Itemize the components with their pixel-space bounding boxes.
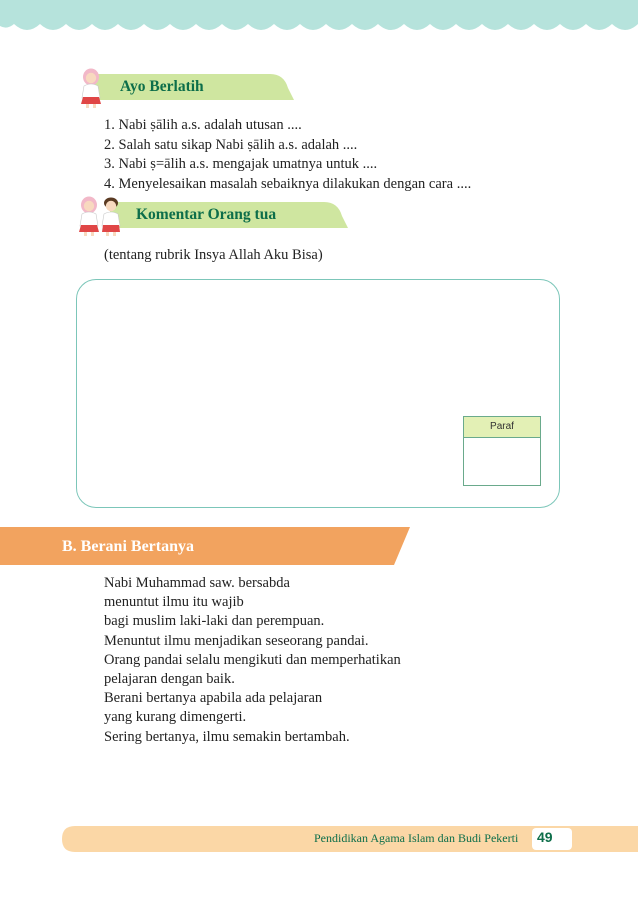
list-item: 4. Menyelesaikan masalah sebaiknya dilakukan dengan cara ....	[104, 175, 472, 192]
exercise-list	[104, 116, 471, 194]
ayo-berlatih-heading	[72, 68, 272, 108]
section-b-text	[104, 574, 401, 747]
list-item: yang kurang dimengerti.	[104, 709, 247, 726]
page-number: 49	[537, 829, 553, 845]
komentar-title: Komentar Orang tua	[136, 206, 277, 223]
list-item: 3. Nabi ṣ=ālih a.s. mengajak umatnya untuk ....	[104, 156, 378, 172]
list-item: Berani bertanya apabila ada pelajaran	[104, 690, 323, 707]
list-item: pelajaran dengan baik.	[104, 671, 235, 688]
top-scalloped-band	[0, 0, 638, 40]
komentar-heading	[72, 196, 352, 236]
student-girl-icon	[76, 68, 106, 108]
list-item: Orang pandai selalu mengikuti dan memperhatikan	[104, 651, 401, 668]
paraf-label: Paraf	[464, 417, 540, 438]
list-item: bagi muslim laki-laki dan perempuan.	[104, 613, 325, 630]
list-item: Sering bertanya, ilmu semakin bertambah.	[104, 728, 350, 745]
list-item: 2. Salah satu sikap Nabi ṣālih a.s. adalah ....	[104, 136, 358, 153]
student-boy-icon	[96, 196, 126, 236]
ayo-berlatih-title: Ayo Berlatih	[120, 78, 204, 95]
paraf-box[interactable]	[463, 416, 541, 486]
list-item: Nabi Muhammad saw. bersabda	[104, 575, 290, 591]
section-b-title: B. Berani Bertanya	[62, 538, 194, 555]
list-item: Menuntut ilmu menjadikan seseorang pandai.	[104, 632, 369, 649]
komentar-note: (tentang rubrik Insya Allah Aku Bisa)	[104, 247, 323, 263]
list-item: 1. Nabi ṣālih a.s. adalah utusan ....	[104, 117, 302, 133]
list-item: menuntut ilmu itu wajib	[104, 594, 244, 611]
footer-book-title: Pendidikan Agama Islam dan Budi Pekerti	[314, 831, 519, 845]
